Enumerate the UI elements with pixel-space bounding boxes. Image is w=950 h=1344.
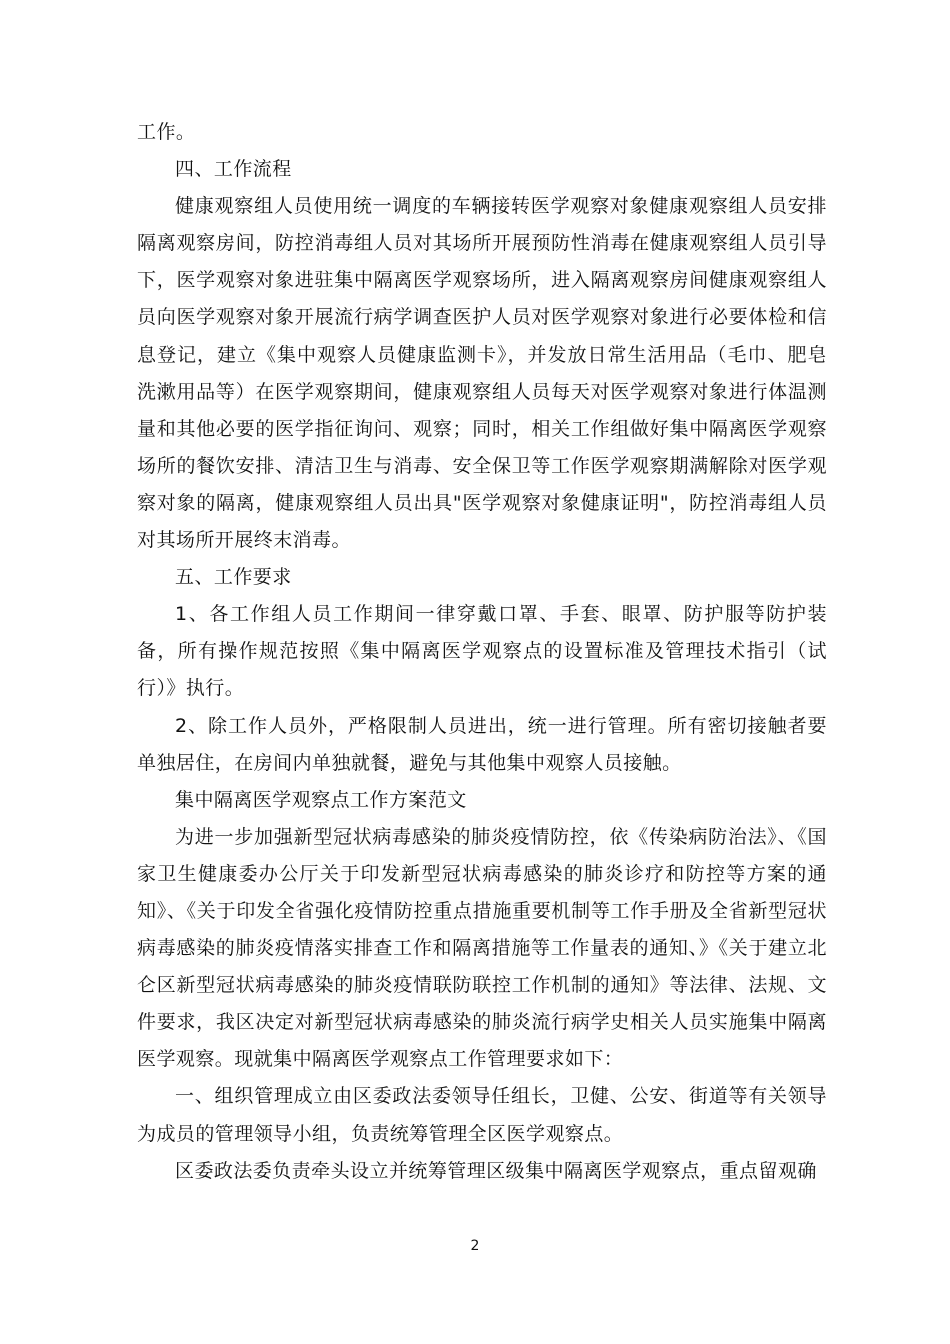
paragraph-requirement-2: 2、除工作人员外，严格限制人员进出，统一进行管理。所有密切接触者要单独居住，在房间内单独就餐，避免与其他集中观察人员接触。 [137, 714, 827, 774]
document-subtitle: 集中隔离医学观察点工作方案范文 [175, 788, 467, 811]
document-body [137, 114, 827, 1190]
paragraph-continuation: 工作。 [137, 121, 196, 143]
paragraph-district-management: 区委政法委负责牵头设立并统筹管理区级集中隔离医学观察点，重点留观确 [175, 1159, 817, 1182]
section-heading-workflow: 四、工作流程 [175, 158, 292, 181]
section-heading-requirements: 五、工作要求 [175, 566, 292, 589]
page-number: 2 [470, 1238, 480, 1254]
paragraph-organization: 一、组织管理成立由区委政法委领导任组长，卫健、公安、街道等有关领导为成员的管理领导小组，负责统筹管理全区医学观察点。 [137, 1085, 827, 1145]
paragraph-requirement-1: 1、各工作组人员工作期间一律穿戴口罩、手套、眼罩、防护服等防护装备，所有操作规范按照《集中隔离医学观察点的设置标准及管理技术指引（试行）》执行。 [137, 603, 827, 700]
paragraph-workflow: 健康观察组人员使用统一调度的车辆接转医学观察对象健康观察组人员安排隔离观察房间，防控消毒组人员对其场所开展预防性消毒在健康观察组人员引导下，医学观察对象进驻集中隔离医学观察场所，进入隔离观察房间健康观察组人员向医学观察对象开展流行病学调查医护人员对医学观察对象进行必要体检和信息登记，建立《集中观察人员健康监测卡》，并发放日常生活用品（毛巾、肥皂洗漱用品等）在医学观察期间，健康观察组人员每天对医学观察对象进行体温测量和其他必要的医学指征询问、观察；同时，相关工作组做好集中隔离医学观察场所的餐饮安排、清洁卫生与消毒、安全保卫等工作医学观察期满解除对医学观察对象的隔离，健康观察组人员出具"医学观察对象健康证明"，防控消毒组人员对其场所开展终末消毒。 [137, 195, 827, 552]
paragraph-introduction: 为进一步加强新型冠状病毒感染的肺炎疫情防控，依《传染病防治法》、《国家卫生健康委办公厅关于印发新型冠状病毒感染的肺炎诊疗和防控等方案的通知》、《关于印发全省强化疫情防控重点措施重要机制等工作手册及全省新型冠状病毒感染的肺炎疫情落实排查工作和隔离措施等工作量表的通知、》《关于建立北仑区新型冠状病毒感染的肺炎疫情联防联控工作机制的通知》等法律、法规、文件要求，我区决定对新型冠状病毒感染的肺炎流行病学史相关人员实施集中隔离医学观察。现就集中隔离医学观察点工作管理要求如下： [137, 825, 827, 1071]
